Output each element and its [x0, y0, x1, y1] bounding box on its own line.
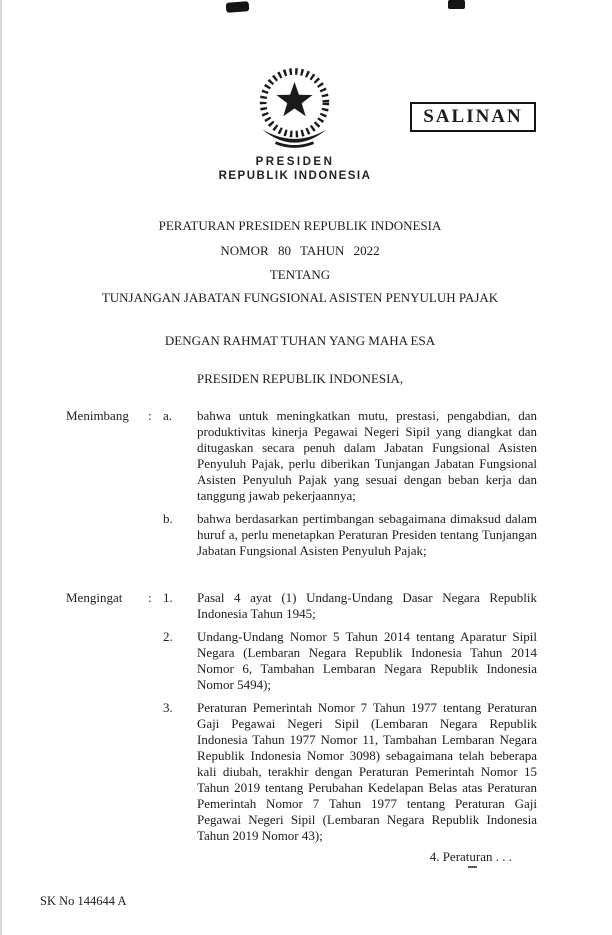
item-text: Pasal 4 ayat (1) Undang-Undang Dasar Negara Republik Indonesia Tahun 1945;: [197, 590, 537, 621]
regulation-number: NOMOR 80 TAHUN 2022: [220, 243, 380, 258]
item-text: bahwa berdasarkan pertimbangan sebagaimana dimaksud dalam huruf a, perlu menetapkan Peraturan Presiden tentang Tunjangan Jabatan Fungsional Asisten Penyuluh Pajak;: [197, 511, 537, 558]
spacer: [148, 700, 163, 844]
section-colon: :: [148, 590, 152, 605]
section-label: Menimbang: [66, 408, 129, 423]
scan-artifact-mark: [226, 1, 250, 13]
letterhead: [0, 156, 590, 182]
item-marker: b.: [163, 511, 173, 526]
spacer: [66, 629, 148, 693]
salinan-stamp: [410, 102, 536, 132]
item-text: Peraturan Pemerintah Nomor 7 Tahun 1977 tentang Peraturan Gaji Pegawai Negeri Sipil (Lembaran Negara Republik Indonesia Tahun 1977 Nomor 11, Tambahan Lembaran Negara Republik Indonesia Nomor 3098) sebagaimana telah beberapa kali diubah, terakhir dengan Peraturan Pemerintah Nomor 15 Tahun 2019 tentang Perubahan Kedelapan Belas atas Peraturan Pemerintah Nomor 7 Tahun 1977 tentang Peraturan Gaji Pegawai Negeri Sipil (Lembaran Negara Republik Indonesia Tahun 2019 Nomor 43);: [197, 700, 537, 843]
spacer: [66, 511, 148, 559]
letterhead-republik-indonesia: REPUBLIK INDONESIA: [218, 170, 372, 182]
item-text: bahwa untuk meningkatkan mutu, prestasi, pengabdian, dan produktivitas kinerja Pegawai Negeri Sipil yang diangkat dan ditugaskan secara penuh dalam Jabatan Fungsional Asisten Penyuluh Pajak, perlu diberikan Tunjangan Jabatan Fungsional Asisten Penyuluh Pajak yang sesuai dengan beban kerja dan tanggung jawab pekerjaannya;: [197, 408, 537, 503]
spacer: [148, 511, 163, 559]
regulation-tentang: TENTANG: [269, 267, 331, 282]
spacer: [66, 700, 148, 844]
invocation-line: DENGAN RAHMAT TUHAN YANG MAHA ESA: [164, 333, 436, 348]
considering-section: [66, 408, 537, 559]
letterhead-presiden: PRESIDEN: [255, 156, 335, 168]
section-colon: :: [148, 408, 152, 423]
spacer: [148, 629, 163, 693]
document-control-number: SK No 144644 A: [40, 894, 127, 908]
scan-artifact-mark: [448, 0, 465, 9]
section-label: Mengingat: [66, 590, 123, 605]
recalling-section: [66, 590, 537, 844]
regulation-subject: TUNJANGAN JABATAN FUNGSIONAL ASISTEN PENYULUH PAJAK: [101, 290, 499, 305]
presidential-seal-icon: [247, 62, 342, 154]
item-marker: a.: [163, 408, 173, 423]
item-marker: 1.: [163, 590, 173, 605]
regulation-title: PERATURAN PRESIDEN REPUBLIK INDONESIA: [158, 218, 442, 233]
authority-line: PRESIDEN REPUBLIK INDONESIA,: [196, 371, 404, 386]
item-text: Undang-Undang Nomor 5 Tahun 2014 tentang Aparatur Sipil Negara (Lembaran Negara Republik Indonesia Tahun 2014 Nomor 6, Tambahan Lembaran Negara Republik Indonesia Nomor 5494);: [197, 629, 537, 692]
page-continuation-marker: 4. Peraturan . . .: [429, 849, 512, 864]
item-marker: 2.: [163, 629, 173, 644]
salinan-stamp-label: SALINAN: [423, 106, 523, 127]
item-marker: 3.: [163, 700, 173, 715]
scan-artifact-dash: [468, 866, 477, 868]
